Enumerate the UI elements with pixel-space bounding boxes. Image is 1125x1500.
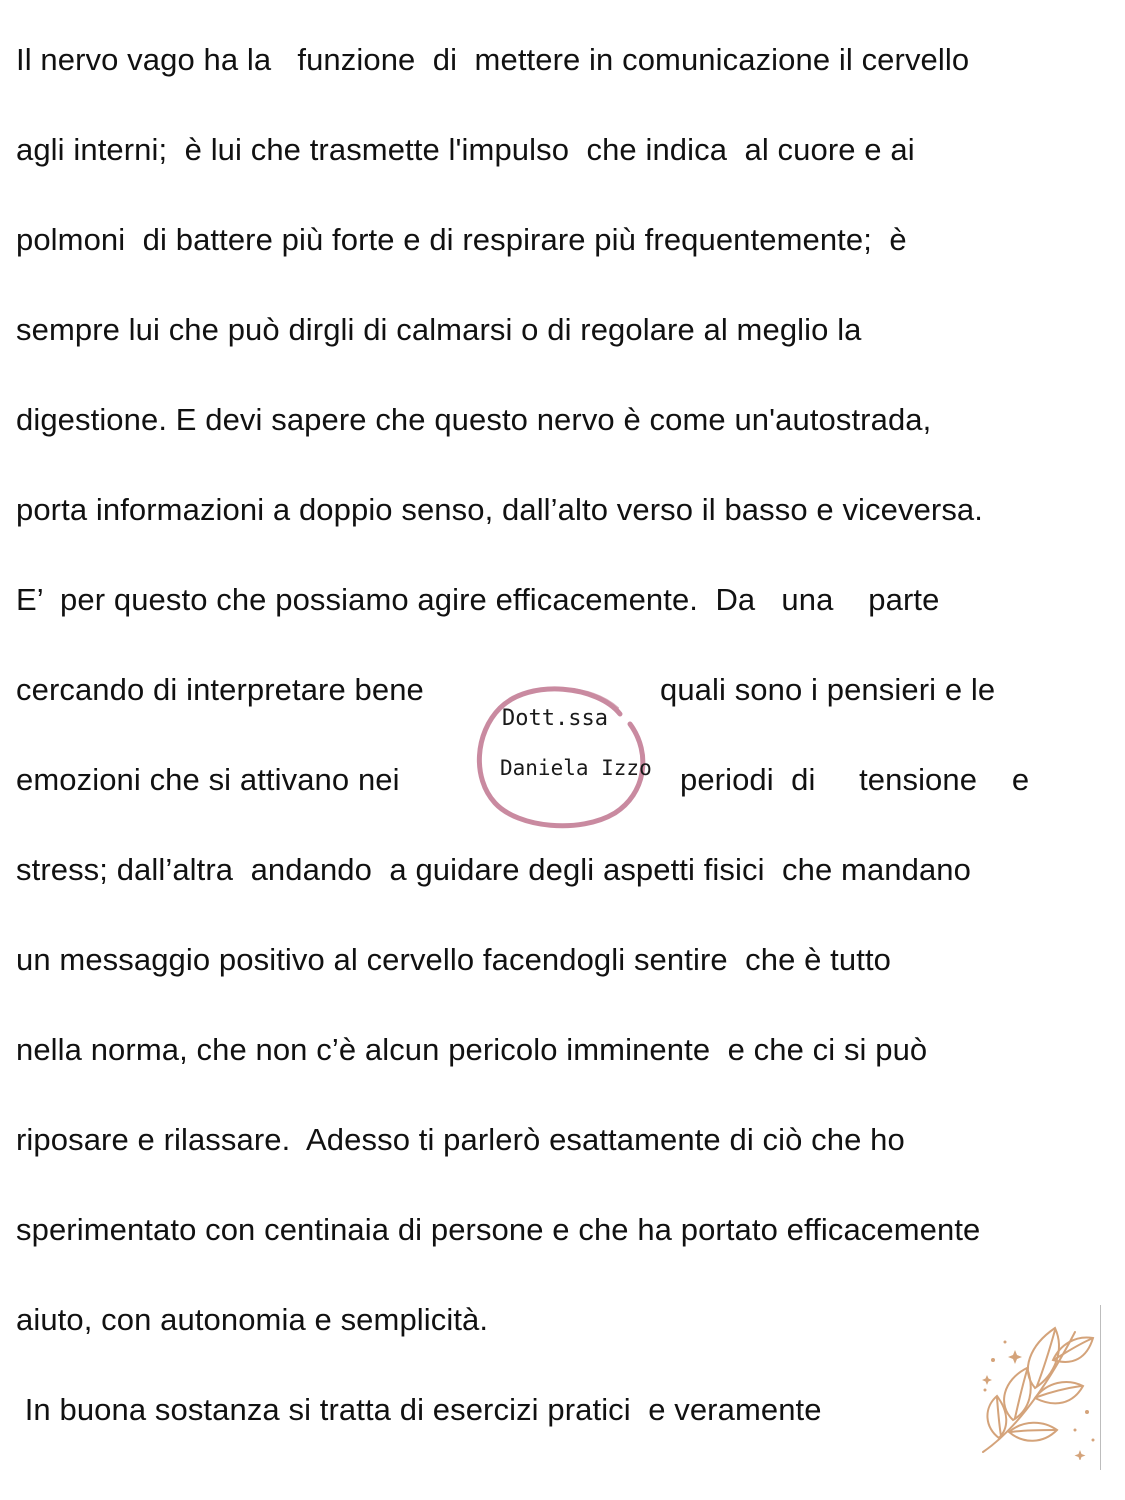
text-line-16: In buona sostanza si tratta di esercizi pratici e veramente (16, 1392, 822, 1427)
text-line-4: sempre lui che può dirgli di calmarsi o di regolare al meglio la (16, 312, 862, 347)
text-line-2: agli interni; è lui che trasmette l'impulso che indica al cuore e ai (16, 132, 915, 167)
vertical-divider (1100, 1305, 1101, 1470)
text-line-8-right: quali sono i pensieri e le (660, 672, 996, 707)
text-line-10: stress; dall’altra andando a guidare degli aspetti fisici che mandano (16, 852, 971, 887)
text-line-5: digestione. E devi sapere che questo nervo è come un'autostrada, (16, 402, 932, 437)
text-line-14: sperimentato con centinaia di persone e che ha portato efficacemente (16, 1212, 981, 1247)
text-line-6: porta informazioni a doppio senso, dall’alto verso il basso e viceversa. (16, 492, 983, 527)
author-stamp (470, 678, 662, 833)
text-line-8-left: cercando di interpretare bene (16, 672, 424, 707)
text-line-13: riposare e rilassare. Adesso ti parlerò esattamente di ciò che ho (16, 1122, 905, 1157)
text-line-9-left: emozioni che si attivano nei (16, 762, 400, 797)
text-line-1: Il nervo vago ha la funzione di mettere in comunicazione il cervello (16, 42, 970, 77)
text-line-7: E’ per questo che possiamo agire efficacemente. Da una parte (16, 582, 940, 617)
text-line-9-right: periodi di tensione e (680, 762, 1030, 797)
leaf-branch-icon (975, 1320, 1100, 1460)
text-line-12: nella norma, che non c’è alcun pericolo imminente e che ci si può (16, 1032, 928, 1067)
text-line-3: polmoni di battere più forte e di respirare più frequentemente; è (16, 222, 907, 257)
stamp-name: Daniela Izzo (500, 756, 652, 780)
text-line-11: un messaggio positivo al cervello facendogli sentire che è tutto (16, 942, 891, 977)
text-line-15: aiuto, con autonomia e semplicità. (16, 1302, 489, 1337)
stamp-title: Dott.ssa (502, 706, 608, 731)
